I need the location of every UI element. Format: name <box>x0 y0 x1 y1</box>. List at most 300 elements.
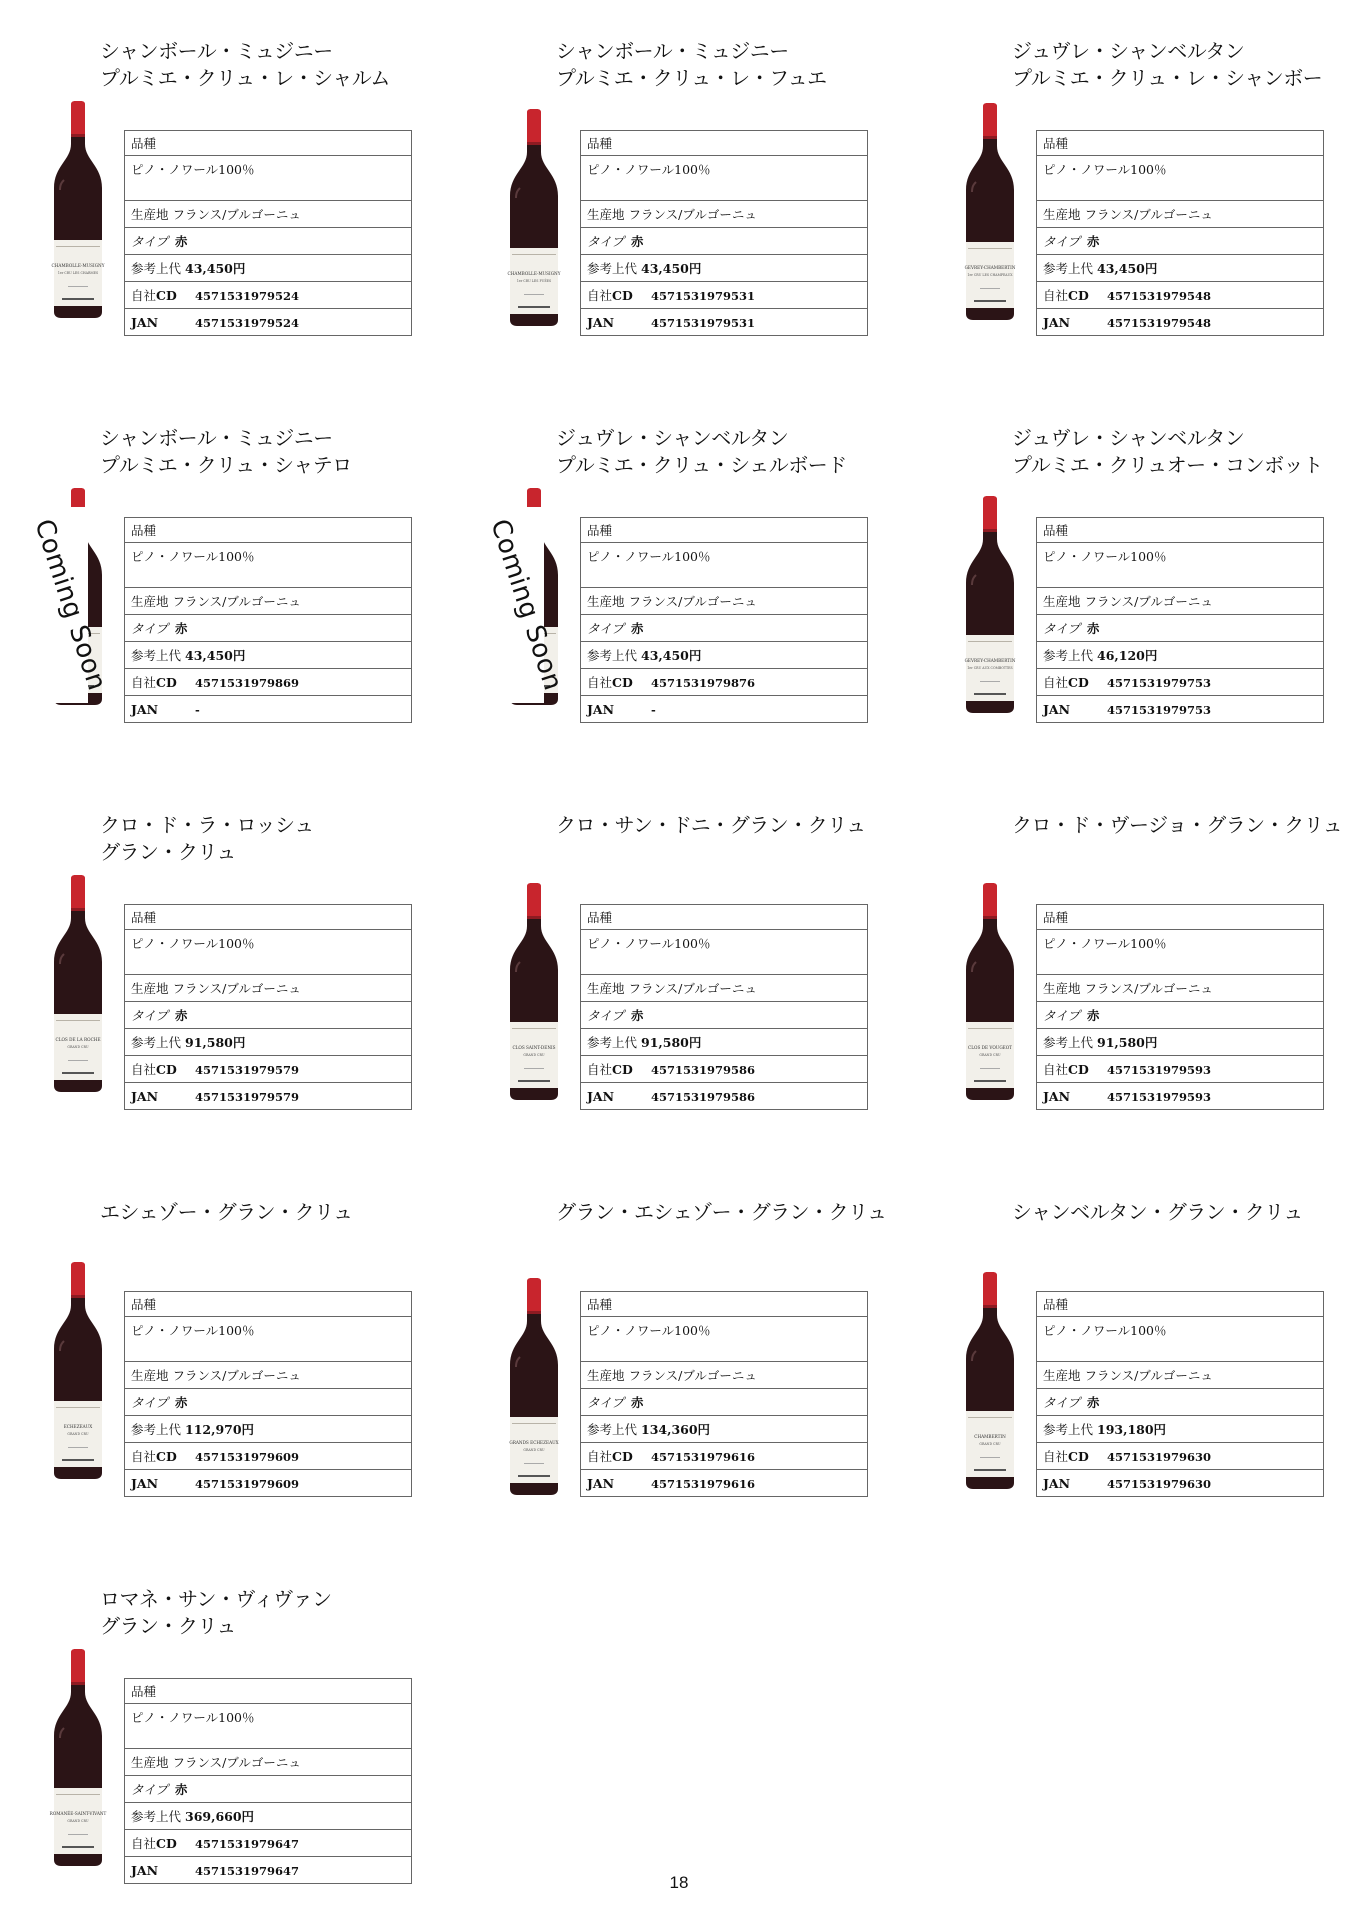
type-value: 赤 <box>175 1782 188 1797</box>
variety-label: 品種 <box>1037 1292 1324 1317</box>
origin-row <box>581 201 868 228</box>
variety-label: 品種 <box>581 131 868 156</box>
type-value: 赤 <box>1087 621 1100 636</box>
bottle-icon <box>494 108 574 328</box>
jan-label: JAN <box>1043 701 1071 717</box>
jan-value: 4571531979616 <box>651 1476 756 1491</box>
jan-label: JAN <box>587 1088 615 1104</box>
jan-value: 4571531979548 <box>1107 315 1212 330</box>
jan-row <box>125 309 412 336</box>
code-label: 自社CD <box>1043 1062 1089 1077</box>
wine-name <box>556 812 956 839</box>
code-label: 自社CD <box>587 288 633 303</box>
spec-table <box>1036 904 1324 1110</box>
wine-card <box>512 812 956 1112</box>
origin-row <box>581 588 868 615</box>
origin-value: フランス/ブルゴーニュ <box>172 981 301 996</box>
type-value: 赤 <box>631 1008 644 1023</box>
code-label: 自社CD <box>131 1836 177 1851</box>
code-value: 4571531979524 <box>195 289 300 303</box>
wine-name-line-1: グラン・エシェゾー・グラン・クリュ <box>556 1200 887 1224</box>
wine-name <box>1012 1199 1358 1226</box>
bottle-label-line-2: GRAND CRU <box>979 1053 1001 1057</box>
origin-row <box>1037 201 1324 228</box>
coming-soon-banner <box>484 507 568 703</box>
price-label: 参考上代 <box>131 1035 182 1050</box>
jan-value: 4571531979579 <box>195 1089 300 1104</box>
wine-name-line-1: シャンボール・ミュジニー <box>100 426 333 450</box>
wine-name-line-1: ジュヴレ・シャンベルタン <box>1012 426 1245 450</box>
wine-card <box>964 425 1358 725</box>
price-label: 参考上代 <box>131 1809 182 1824</box>
wine-card <box>55 812 500 1112</box>
origin-label: 生産地 <box>587 981 625 996</box>
code-row <box>581 669 868 696</box>
code-row <box>1037 1443 1324 1470</box>
spec-table <box>1036 1291 1324 1497</box>
price-row <box>581 1416 868 1443</box>
bottle-icon <box>950 495 1030 715</box>
variety-label: 品種 <box>1037 905 1324 930</box>
origin-row <box>125 975 412 1002</box>
jan-value: - <box>651 702 656 717</box>
origin-value: フランス/ブルゴーニュ <box>172 1368 301 1383</box>
variety-value: ピノ・ノワール100％ <box>125 1704 412 1749</box>
origin-label: 生産地 <box>587 207 625 222</box>
code-row <box>581 282 868 309</box>
price-label: 参考上代 <box>1043 1035 1094 1050</box>
wine-name-line-1: シャンベルタン・グラン・クリュ <box>1012 1200 1303 1224</box>
origin-row <box>1037 588 1324 615</box>
type-label: タイプ <box>587 621 624 636</box>
bottle-label-line-1: GRANDS ECHEZEAUX <box>509 1440 559 1445</box>
bottle-icon <box>38 874 118 1094</box>
type-label: タイプ <box>1043 234 1080 249</box>
wine-bottle-image <box>484 487 574 707</box>
wine-name <box>100 812 500 866</box>
wine-name-line-1: シャンボール・ミュジニー <box>100 39 333 63</box>
code-label: 自社CD <box>131 675 177 690</box>
jan-label: JAN <box>131 1475 159 1491</box>
jan-row <box>581 309 868 336</box>
code-row <box>581 1443 868 1470</box>
variety-label: 品種 <box>125 905 412 930</box>
spec-table <box>580 517 868 723</box>
code-value: 4571531979869 <box>195 676 300 690</box>
jan-row <box>1037 1083 1324 1110</box>
origin-row <box>1037 975 1324 1002</box>
jan-label: JAN <box>131 701 159 717</box>
bottle-label-line-1: CHAMBOLLE-MUSIGNY <box>507 271 561 276</box>
wine-name-line-2: プルミエ・クリュ・レ・シャンボー <box>1012 66 1323 90</box>
wine-name-line-2: プルミエ・クリュ・レ・フュエ <box>556 66 827 90</box>
jan-row <box>1037 1470 1324 1497</box>
variety-value: ピノ・ノワール100％ <box>581 156 868 201</box>
wine-bottle-image <box>494 1277 574 1497</box>
price-value: 46,120円 <box>1097 648 1158 663</box>
code-value: 4571531979531 <box>651 289 756 303</box>
jan-label: JAN <box>1043 1475 1071 1491</box>
price-label: 参考上代 <box>587 648 638 663</box>
jan-label: JAN <box>587 1475 615 1491</box>
type-row <box>1037 615 1324 642</box>
wine-bottle-image <box>950 882 1030 1102</box>
origin-row <box>125 1749 412 1776</box>
variety-label: 品種 <box>125 131 412 156</box>
price-label: 参考上代 <box>587 1422 638 1437</box>
bottle-icon <box>494 1277 574 1497</box>
price-label: 参考上代 <box>131 648 182 663</box>
price-value: 91,580円 <box>185 1035 246 1050</box>
origin-label: 生産地 <box>587 1368 625 1383</box>
spec-table <box>1036 130 1324 336</box>
price-value: 43,450円 <box>185 648 246 663</box>
origin-value: フランス/ブルゴーニュ <box>628 207 757 222</box>
type-label: タイプ <box>131 1395 168 1410</box>
type-row <box>581 228 868 255</box>
variety-label: 品種 <box>581 905 868 930</box>
price-value: 369,660円 <box>185 1809 255 1824</box>
type-row <box>581 615 868 642</box>
wine-name <box>1012 38 1358 92</box>
bottle-label-line-1: GEVREY-CHAMBERTIN <box>964 658 1016 663</box>
wine-card <box>974 1199 1358 1499</box>
variety-value: ピノ・ノワール100％ <box>581 543 868 588</box>
wine-name-line-1: クロ・サン・ドニ・グラン・クリュ <box>556 813 866 837</box>
type-value: 赤 <box>1087 1008 1100 1023</box>
variety-label: 品種 <box>125 518 412 543</box>
spec-table <box>580 130 868 336</box>
price-row <box>1037 255 1324 282</box>
price-label: 参考上代 <box>1043 261 1094 276</box>
variety-label: 品種 <box>581 518 868 543</box>
type-label: タイプ <box>131 1008 168 1023</box>
wine-card <box>51 38 500 338</box>
type-row <box>1037 1389 1324 1416</box>
wine-bottle-image <box>494 882 574 1102</box>
variety-value: ピノ・ノワール100％ <box>1037 543 1324 588</box>
code-row <box>125 669 412 696</box>
origin-value: フランス/ブルゴーニュ <box>1084 1368 1213 1383</box>
bottle-label-line-2: GRAND CRU <box>67 1045 89 1049</box>
price-value: 43,450円 <box>185 261 246 276</box>
price-value: 43,450円 <box>641 261 702 276</box>
code-row <box>125 1830 412 1857</box>
variety-label: 品種 <box>1037 518 1324 543</box>
origin-row <box>125 1362 412 1389</box>
origin-label: 生産地 <box>131 207 169 222</box>
origin-row <box>125 588 412 615</box>
spec-table <box>124 517 412 723</box>
wine-bottle-image <box>38 874 118 1094</box>
jan-row <box>125 1083 412 1110</box>
coming-soon-banner <box>28 507 112 703</box>
wine-card <box>509 1199 956 1499</box>
jan-label: JAN <box>1043 314 1071 330</box>
spec-table <box>1036 517 1324 723</box>
jan-value: 4571531979593 <box>1107 1089 1212 1104</box>
price-label: 参考上代 <box>131 1422 182 1437</box>
type-label: タイプ <box>1043 621 1080 636</box>
type-value: 赤 <box>1087 1395 1100 1410</box>
wine-bottle-image <box>38 1648 118 1868</box>
jan-value: 4571531979753 <box>1107 702 1212 717</box>
price-row <box>125 1416 412 1443</box>
wine-name-line-2: プルミエ・クリュ・シェルボード <box>556 453 847 477</box>
variety-value: ピノ・ノワール100％ <box>125 156 412 201</box>
wine-name <box>100 425 500 479</box>
type-row <box>125 1389 412 1416</box>
price-label: 参考上代 <box>1043 648 1094 663</box>
code-value: 4571531979616 <box>651 1450 756 1464</box>
wine-bottle-image <box>950 102 1030 322</box>
wine-name-line-1: エシェゾー・グラン・クリュ <box>100 1200 353 1224</box>
variety-value: ピノ・ノワール100％ <box>581 1317 868 1362</box>
bottle-label-line-2: 1er CRU AUX COMBOTTES <box>967 666 1013 670</box>
wine-card <box>49 1586 500 1886</box>
jan-value: 4571531979630 <box>1107 1476 1212 1491</box>
code-row <box>1037 282 1324 309</box>
origin-value: フランス/ブルゴーニュ <box>628 1368 757 1383</box>
wine-name-line-2: プルミエ・クリュオー・コンボット <box>1012 453 1323 477</box>
origin-label: 生産地 <box>131 594 169 609</box>
origin-value: フランス/ブルゴーニュ <box>172 1755 301 1770</box>
jan-row <box>1037 309 1324 336</box>
jan-label: JAN <box>131 1088 159 1104</box>
price-row <box>125 255 412 282</box>
price-value: 91,580円 <box>641 1035 702 1050</box>
variety-value: ピノ・ノワール100％ <box>125 930 412 975</box>
type-value: 赤 <box>175 1395 188 1410</box>
bottle-icon <box>950 102 1030 322</box>
price-row <box>125 1803 412 1830</box>
bottle-label-line-2: GRAND CRU <box>523 1448 545 1452</box>
jan-label: JAN <box>587 314 615 330</box>
jan-row <box>1037 696 1324 723</box>
type-row <box>581 1002 868 1029</box>
jan-row <box>125 1470 412 1497</box>
price-label: 参考上代 <box>1043 1422 1094 1437</box>
type-value: 赤 <box>175 234 188 249</box>
code-label: 自社CD <box>587 1062 633 1077</box>
bottle-label-line-2: 1er CRU LES CHAMPEAUX <box>967 273 1013 277</box>
wine-name-line-2: プルミエ・クリュ・レ・シャルム <box>100 66 390 90</box>
type-label: タイプ <box>131 234 168 249</box>
price-value: 43,450円 <box>1097 261 1158 276</box>
code-row <box>125 1056 412 1083</box>
wine-name-line-2: グラン・クリュ <box>100 1614 236 1638</box>
origin-value: フランス/ブルゴーニュ <box>172 207 301 222</box>
code-value: 4571531979593 <box>1107 1063 1212 1077</box>
origin-label: 生産地 <box>1043 981 1081 996</box>
variety-label: 品種 <box>1037 131 1324 156</box>
wine-name <box>100 1586 500 1640</box>
origin-value: フランス/ブルゴーニュ <box>1084 594 1213 609</box>
origin-row <box>1037 1362 1324 1389</box>
origin-value: フランス/ブルゴーニュ <box>1084 981 1213 996</box>
origin-row <box>581 975 868 1002</box>
bottle-label-line-1: ROMANÉE-SAINT-VIVANT <box>49 1811 107 1816</box>
type-label: タイプ <box>131 621 168 636</box>
price-value: 134,360円 <box>641 1422 711 1437</box>
origin-label: 生産地 <box>131 1755 169 1770</box>
code-value: 4571531979586 <box>651 1063 756 1077</box>
type-value: 赤 <box>175 1008 188 1023</box>
origin-label: 生産地 <box>131 981 169 996</box>
type-row <box>125 615 412 642</box>
wine-card <box>63 1199 500 1499</box>
variety-value: ピノ・ノワール100％ <box>1037 930 1324 975</box>
wine-bottle-image <box>38 1261 118 1481</box>
variety-label: 品種 <box>125 1679 412 1704</box>
price-value: 193,180円 <box>1097 1422 1167 1437</box>
code-label: 自社CD <box>131 288 177 303</box>
code-row <box>125 1443 412 1470</box>
wine-name-line-1: クロ・ド・ラ・ロッシュ <box>100 813 314 837</box>
bottle-label-line-2: 1er CRU LES CHARMES <box>57 271 99 275</box>
wine-card <box>484 425 956 725</box>
bottle-label-line-2: GRAND CRU <box>979 1442 1001 1446</box>
price-row <box>125 642 412 669</box>
price-row <box>581 642 868 669</box>
bottle-icon <box>38 100 118 320</box>
type-row <box>125 228 412 255</box>
type-label: タイプ <box>587 1008 624 1023</box>
origin-value: フランス/ブルゴーニュ <box>1084 207 1213 222</box>
variety-value: ピノ・ノワール100％ <box>125 543 412 588</box>
spec-table <box>124 130 412 336</box>
variety-value: ピノ・ノワール100％ <box>125 1317 412 1362</box>
code-value: 4571531979876 <box>651 676 756 690</box>
variety-value: ピノ・ノワール100％ <box>1037 156 1324 201</box>
jan-value: 4571531979647 <box>195 1863 300 1878</box>
code-row <box>1037 669 1324 696</box>
price-row <box>1037 1029 1324 1056</box>
coming-soon-text: Coming Soon <box>28 515 112 695</box>
code-label: 自社CD <box>1043 1449 1089 1464</box>
code-label: 自社CD <box>131 1062 177 1077</box>
jan-value: - <box>195 702 200 717</box>
spec-table <box>580 1291 868 1497</box>
type-row <box>125 1002 412 1029</box>
jan-value: 4571531979524 <box>195 315 300 330</box>
code-value: 4571531979647 <box>195 1837 300 1851</box>
bottle-icon <box>38 1261 118 1481</box>
code-label: 自社CD <box>587 1449 633 1464</box>
code-value: 4571531979753 <box>1107 676 1212 690</box>
origin-row <box>581 1362 868 1389</box>
wine-name <box>1012 812 1358 839</box>
type-value: 赤 <box>631 621 644 636</box>
type-label: タイプ <box>131 1782 168 1797</box>
origin-row <box>125 201 412 228</box>
code-row <box>581 1056 868 1083</box>
type-label: タイプ <box>587 1395 624 1410</box>
bottle-icon <box>950 882 1030 1102</box>
code-value: 4571531979579 <box>195 1063 300 1077</box>
jan-row <box>581 1470 868 1497</box>
bottle-label-line-1: CLOS SAINT-DENIS <box>512 1045 556 1050</box>
price-value: 91,580円 <box>1097 1035 1158 1050</box>
origin-label: 生産地 <box>131 1368 169 1383</box>
wine-card <box>28 425 500 725</box>
code-value: 4571531979609 <box>195 1450 300 1464</box>
code-label: 自社CD <box>1043 675 1089 690</box>
origin-value: フランス/ブルゴーニュ <box>628 981 757 996</box>
type-row <box>1037 228 1324 255</box>
code-label: 自社CD <box>1043 288 1089 303</box>
price-value: 43,450円 <box>641 648 702 663</box>
spec-table <box>124 1678 412 1884</box>
jan-row <box>581 696 868 723</box>
price-value: 112,970円 <box>185 1422 255 1437</box>
jan-label: JAN <box>131 1862 159 1878</box>
jan-label: JAN <box>131 314 159 330</box>
code-label: 自社CD <box>131 1449 177 1464</box>
bottle-icon <box>38 1648 118 1868</box>
jan-label: JAN <box>587 701 615 717</box>
variety-value: ピノ・ノワール100％ <box>1037 1317 1324 1362</box>
spec-table <box>124 1291 412 1497</box>
origin-label: 生産地 <box>1043 594 1081 609</box>
code-row <box>1037 1056 1324 1083</box>
jan-label: JAN <box>1043 1088 1071 1104</box>
bottle-label-line-1: ECHEZEAUX <box>63 1424 93 1429</box>
variety-value: ピノ・ノワール100％ <box>581 930 868 975</box>
page-number: 18 <box>669 1873 689 1892</box>
wine-bottle-image <box>494 108 574 328</box>
type-label: タイプ <box>587 234 624 249</box>
wine-name <box>556 38 956 92</box>
wine-name <box>1012 425 1358 479</box>
jan-value: 4571531979609 <box>195 1476 300 1491</box>
price-row <box>1037 1416 1324 1443</box>
type-label: タイプ <box>1043 1008 1080 1023</box>
price-row <box>1037 642 1324 669</box>
bottle-label-line-1: CHAMBERTIN <box>974 1434 1006 1439</box>
origin-value: フランス/ブルゴーニュ <box>628 594 757 609</box>
type-row <box>125 1776 412 1803</box>
type-row <box>1037 1002 1324 1029</box>
wine-name-line-2: プルミエ・クリュ・シャテロ <box>100 453 352 477</box>
wine-name <box>100 1199 500 1226</box>
wine-name-line-1: クロ・ド・ヴージョ・グラン・クリュ <box>1012 813 1343 837</box>
bottle-label-line-2: 1er CRU LES FUÉES <box>516 279 552 283</box>
code-value: 4571531979630 <box>1107 1450 1212 1464</box>
jan-value: 4571531979586 <box>651 1089 756 1104</box>
type-label: タイプ <box>1043 1395 1080 1410</box>
type-value: 赤 <box>175 621 188 636</box>
bottle-label-line-2: GRAND CRU <box>67 1432 89 1436</box>
spec-table <box>580 904 868 1110</box>
price-label: 参考上代 <box>587 1035 638 1050</box>
wine-name-line-1: ジュヴレ・シャンベルタン <box>556 426 789 450</box>
origin-value: フランス/ブルゴーニュ <box>172 594 301 609</box>
spec-table <box>124 904 412 1110</box>
type-value: 赤 <box>1087 234 1100 249</box>
wine-card <box>968 812 1358 1112</box>
wine-bottle-image <box>28 487 118 707</box>
coming-soon-text: Coming Soon <box>484 515 568 695</box>
wine-name <box>556 425 956 479</box>
type-value: 赤 <box>631 234 644 249</box>
bottle-label-line-1: CHAMBOLLE-MUSIGNY <box>51 263 105 268</box>
price-label: 参考上代 <box>587 261 638 276</box>
wine-name <box>556 1199 956 1226</box>
wine-bottle-image <box>950 1271 1030 1491</box>
bottle-icon <box>950 1271 1030 1491</box>
jan-value: 4571531979531 <box>651 315 756 330</box>
